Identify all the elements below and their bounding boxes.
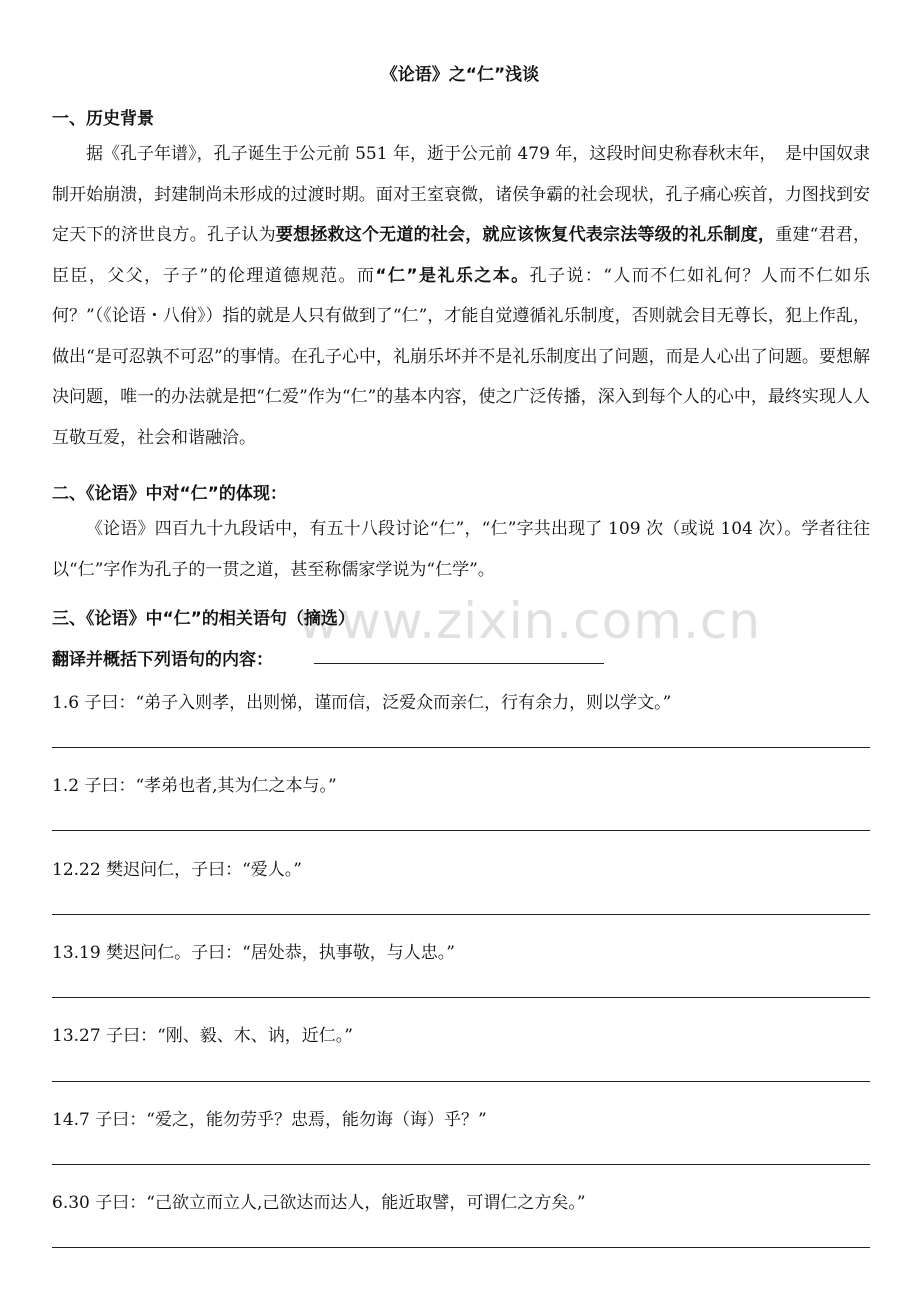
answer-line[interactable] (52, 830, 870, 831)
watermark: www.zixin.com.cn (298, 592, 762, 650)
instruction-underline (314, 663, 604, 664)
embodiment-paragraph: 《论语》四百九十九段话中，有五十八段讨论“仁”，“仁”字共出现了 109 次（或说 104 次）。学者往往以“仁”字作为孔子的一贯之道，甚至称儒家学说为“仁学”。 (52, 519, 870, 580)
instruction-text: 翻译并概括下列语句的内容： (52, 650, 273, 670)
section-heading-embodiment: 二、《论语》中对“仁”的体现： (52, 484, 287, 504)
history-paragraph (52, 134, 870, 458)
quote-item: 14.7 子曰：“爱之，能勿劳乎？忠焉，能勿诲（诲）乎？” (52, 1110, 487, 1130)
answer-line[interactable] (52, 1081, 870, 1082)
history-emphasis-1: 要想拯救这个无道的社会，就应该恢复代表宗法等级的礼乐制度， (275, 225, 776, 245)
quote-item: 13.19 樊迟问仁。子曰：“居处恭，执事敬，与人忠。” (52, 943, 455, 963)
history-text-1: 据《孔子年谱》，孔子诞生于公元前 551 年，逝于公元前 479 年，这段时间史称春秋末年， 是中国奴隶制开始崩溃，封建制尚未形成的过渡时期。面对王室衰微，诸侯争霸的社会现状，孔子痛心疾首，力图找到安定天下的济世良方。孔子认为 (52, 144, 870, 245)
history-emphasis-2: “仁”是礼乐之本。 (375, 265, 530, 286)
quote-item: 1.2 子曰：“孝弟也者,其为仁之本与。” (52, 776, 337, 796)
quote-item: 12.22 樊迟问仁，子曰：“爱人。” (52, 860, 302, 880)
history-text-2: 重建“君君，臣臣，父父，子子”的伦理道德规范。而 (52, 225, 871, 286)
quote-item: 13.27 子曰：“刚、毅、木、讷，近仁。” (52, 1026, 353, 1046)
answer-line[interactable] (52, 1164, 870, 1165)
section-heading-history: 一、历史背景 (52, 109, 154, 129)
answer-line[interactable] (52, 997, 870, 998)
section-heading-quotes: 三、《论语》中“仁”的相关语句（摘选） (52, 609, 355, 629)
answer-line[interactable] (52, 747, 870, 748)
answer-line[interactable] (52, 1247, 870, 1248)
answer-line[interactable] (52, 914, 870, 915)
quote-item: 1.6 子曰：“弟子入则孝，出则悌，谨而信，泛爱众而亲仁，行有余力，则以学文。” (52, 693, 672, 713)
quote-item: 6.30 子曰：“己欲立而立人,己欲达而达人，能近取譬，可谓仁之方矣。” (52, 1193, 586, 1213)
history-text-3: 孔子说：“人而不仁如礼何？人而不仁如乐何？”（《论语・八佾》）指的就是人只有做到了“仁”，才能自觉遵循礼乐制度，否则就会目无尊长，犯上作乱，做出“是可忍孰不可忍”的事情。在孔子心中，礼崩乐坏并不是礼乐制度出了问题，而是人心出了问题。要想解决问题，唯一的办法就是把“仁爱”作为“仁”的基本内容，使之广泛传播，深入到每个人的心中，最终实现人人互敬互爱，社会和谐融洽。 (52, 265, 870, 448)
page-title: 《论语》之“仁”浅谈 (380, 65, 540, 85)
